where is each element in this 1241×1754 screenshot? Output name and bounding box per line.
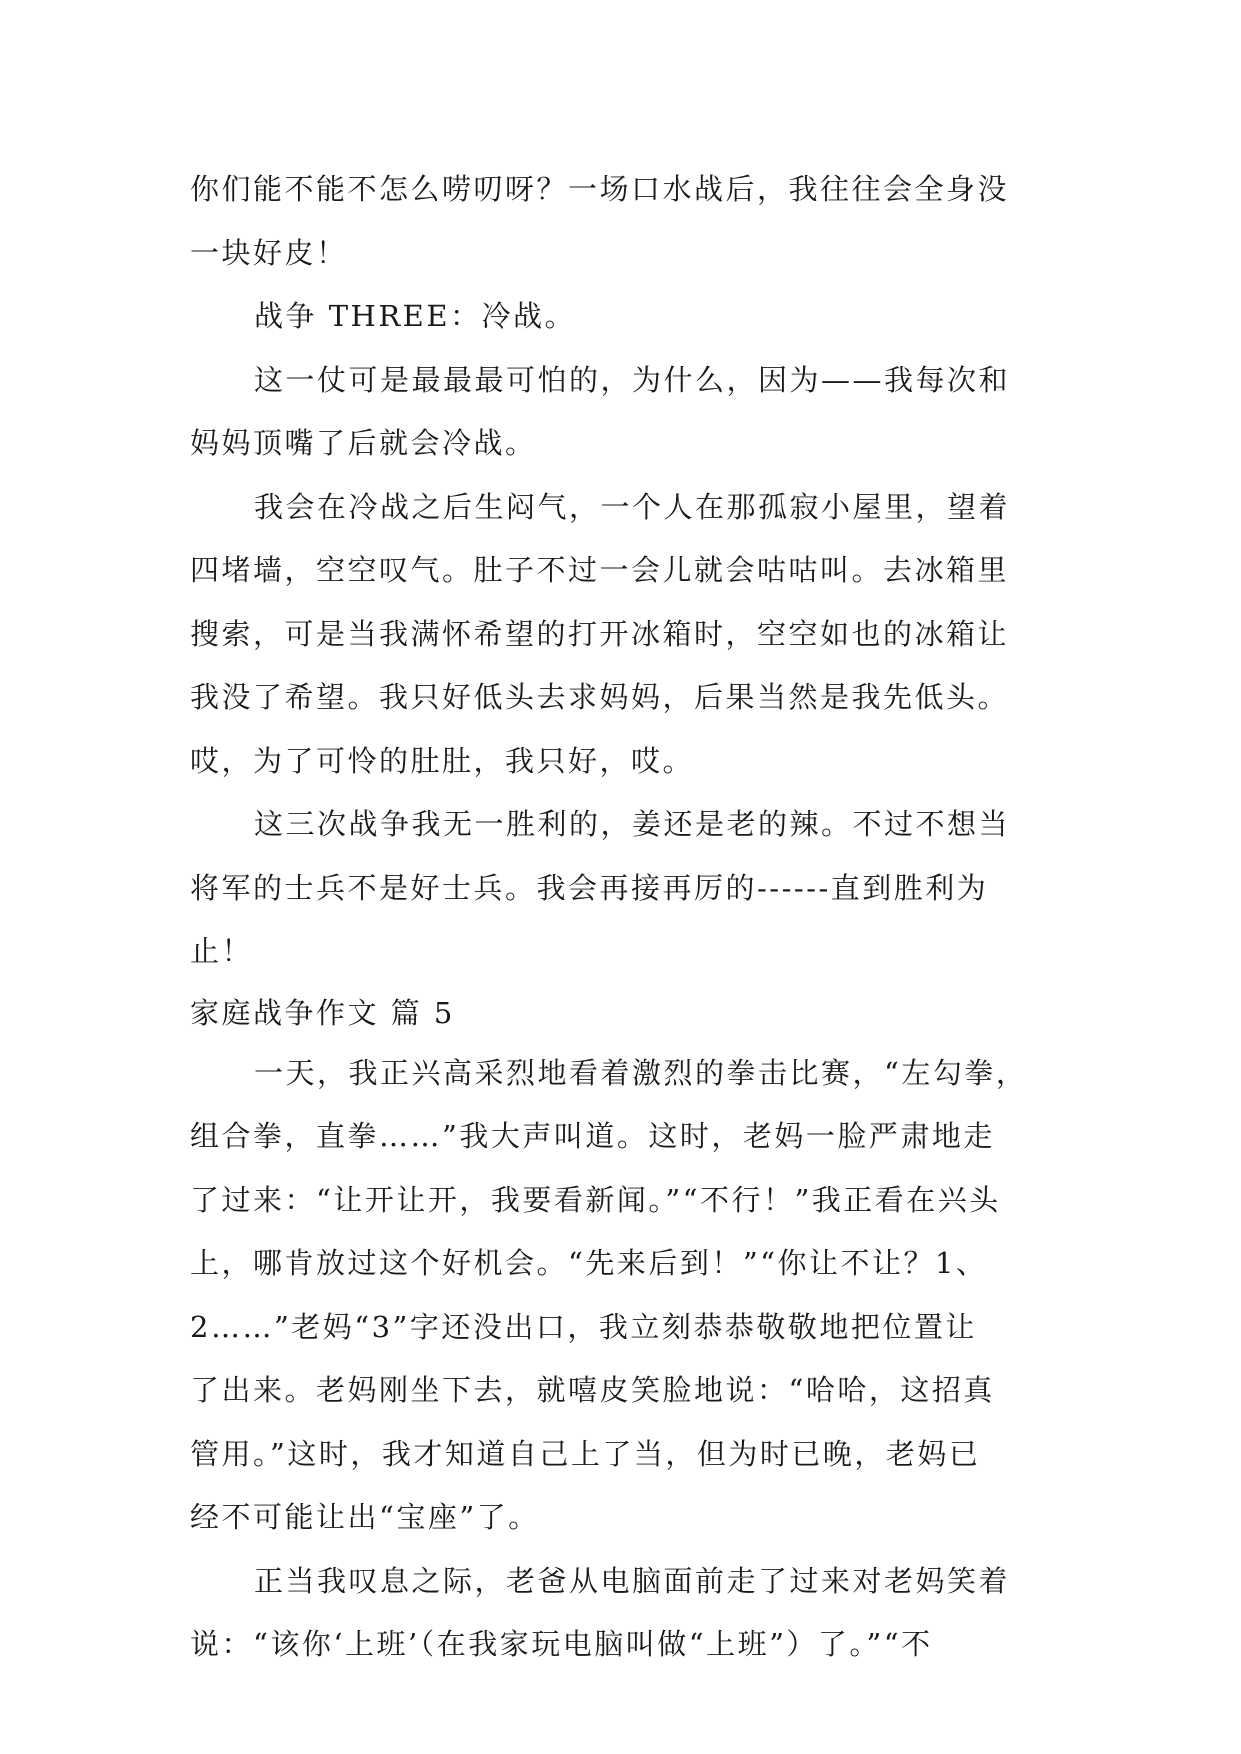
text-line: 组合拳，直拳……”我大声叫道。这时，老妈一脸严肃地走 <box>190 1119 995 1153</box>
text-line: 说：“该你‘上班’（在我家玩电脑叫做“上班”）了。”“不 <box>190 1627 933 1661</box>
paragraph <box>190 476 1075 794</box>
text-line: 哎，为了可怜的肚肚，我只好，哎。 <box>190 743 695 778</box>
text-line: 正当我叹息之际，老爸从电脑面前走了过来对老妈笑着 <box>254 1563 1011 1598</box>
paragraph <box>190 1550 1075 1677</box>
text-line: 搜索，可是当我满怀希望的打开冰箱时，空空如也的冰箱让 <box>190 616 1010 651</box>
text-line: 止！ <box>190 934 254 968</box>
paragraph <box>190 793 1075 984</box>
text-line: 将军的士兵不是好士兵。我会再接再厉的------直到胜利为 <box>190 870 989 905</box>
text-line: 战争 THREE：冷战。 <box>254 299 577 333</box>
text-line: 了过来：“让开让开，我要看新闻。”“不行！”我正看在兴头 <box>190 1182 1001 1217</box>
text-line: 你们能不能不怎么唠叨呀？一场口水战后，我往往会全身没 <box>190 172 1010 206</box>
paragraph <box>190 158 1075 285</box>
text-line: 了出来。老妈刚坐下去，就嘻皮笑脸地说：“哈哈，这招真 <box>190 1373 995 1407</box>
text-line: 经不可能让出“宝座”了。 <box>190 1500 540 1534</box>
text-line: 一块好皮！ <box>190 235 348 270</box>
text-line: 我没了希望。我只好低头去求妈妈，后果当然是我先低头。 <box>190 680 1010 714</box>
document-body <box>190 158 1075 1677</box>
text-line: 我会在冷战之后生闷气，一个人在那孤寂小屋里，望着 <box>254 489 1011 524</box>
paragraph <box>190 1042 1075 1550</box>
text-line: 上，哪肯放过这个好机会。“先来后到！”“你让不让？1、 <box>190 1246 988 1280</box>
section-heading: 家庭战争作文 篇 5 <box>190 995 455 1030</box>
text-line: 四堵墙，空空叹气。肚子不过一会儿就会咕咕叫。去冰箱里 <box>190 553 1010 587</box>
paragraph <box>190 349 1075 476</box>
text-line: 这一仗可是最最最可怕的，为什么，因为——我每次和 <box>254 362 1011 397</box>
text-line: 这三次战争我无一胜利的，姜还是老的辣。不过不想当 <box>254 807 1011 841</box>
text-line: 管用。”这时，我才知道自己上了当，但为时已晚，老妈已 <box>190 1436 981 1471</box>
text-line: 一天，我正兴高采烈地看着激烈的拳击比赛，“左勾拳， <box>254 1055 1028 1090</box>
text-line: 2……”老妈“3”字还没出口，我立刻恭恭敬敬地把位置让 <box>190 1309 977 1344</box>
paragraph <box>190 285 1075 349</box>
text-line: 妈妈顶嘴了后就会冷战。 <box>190 426 537 460</box>
